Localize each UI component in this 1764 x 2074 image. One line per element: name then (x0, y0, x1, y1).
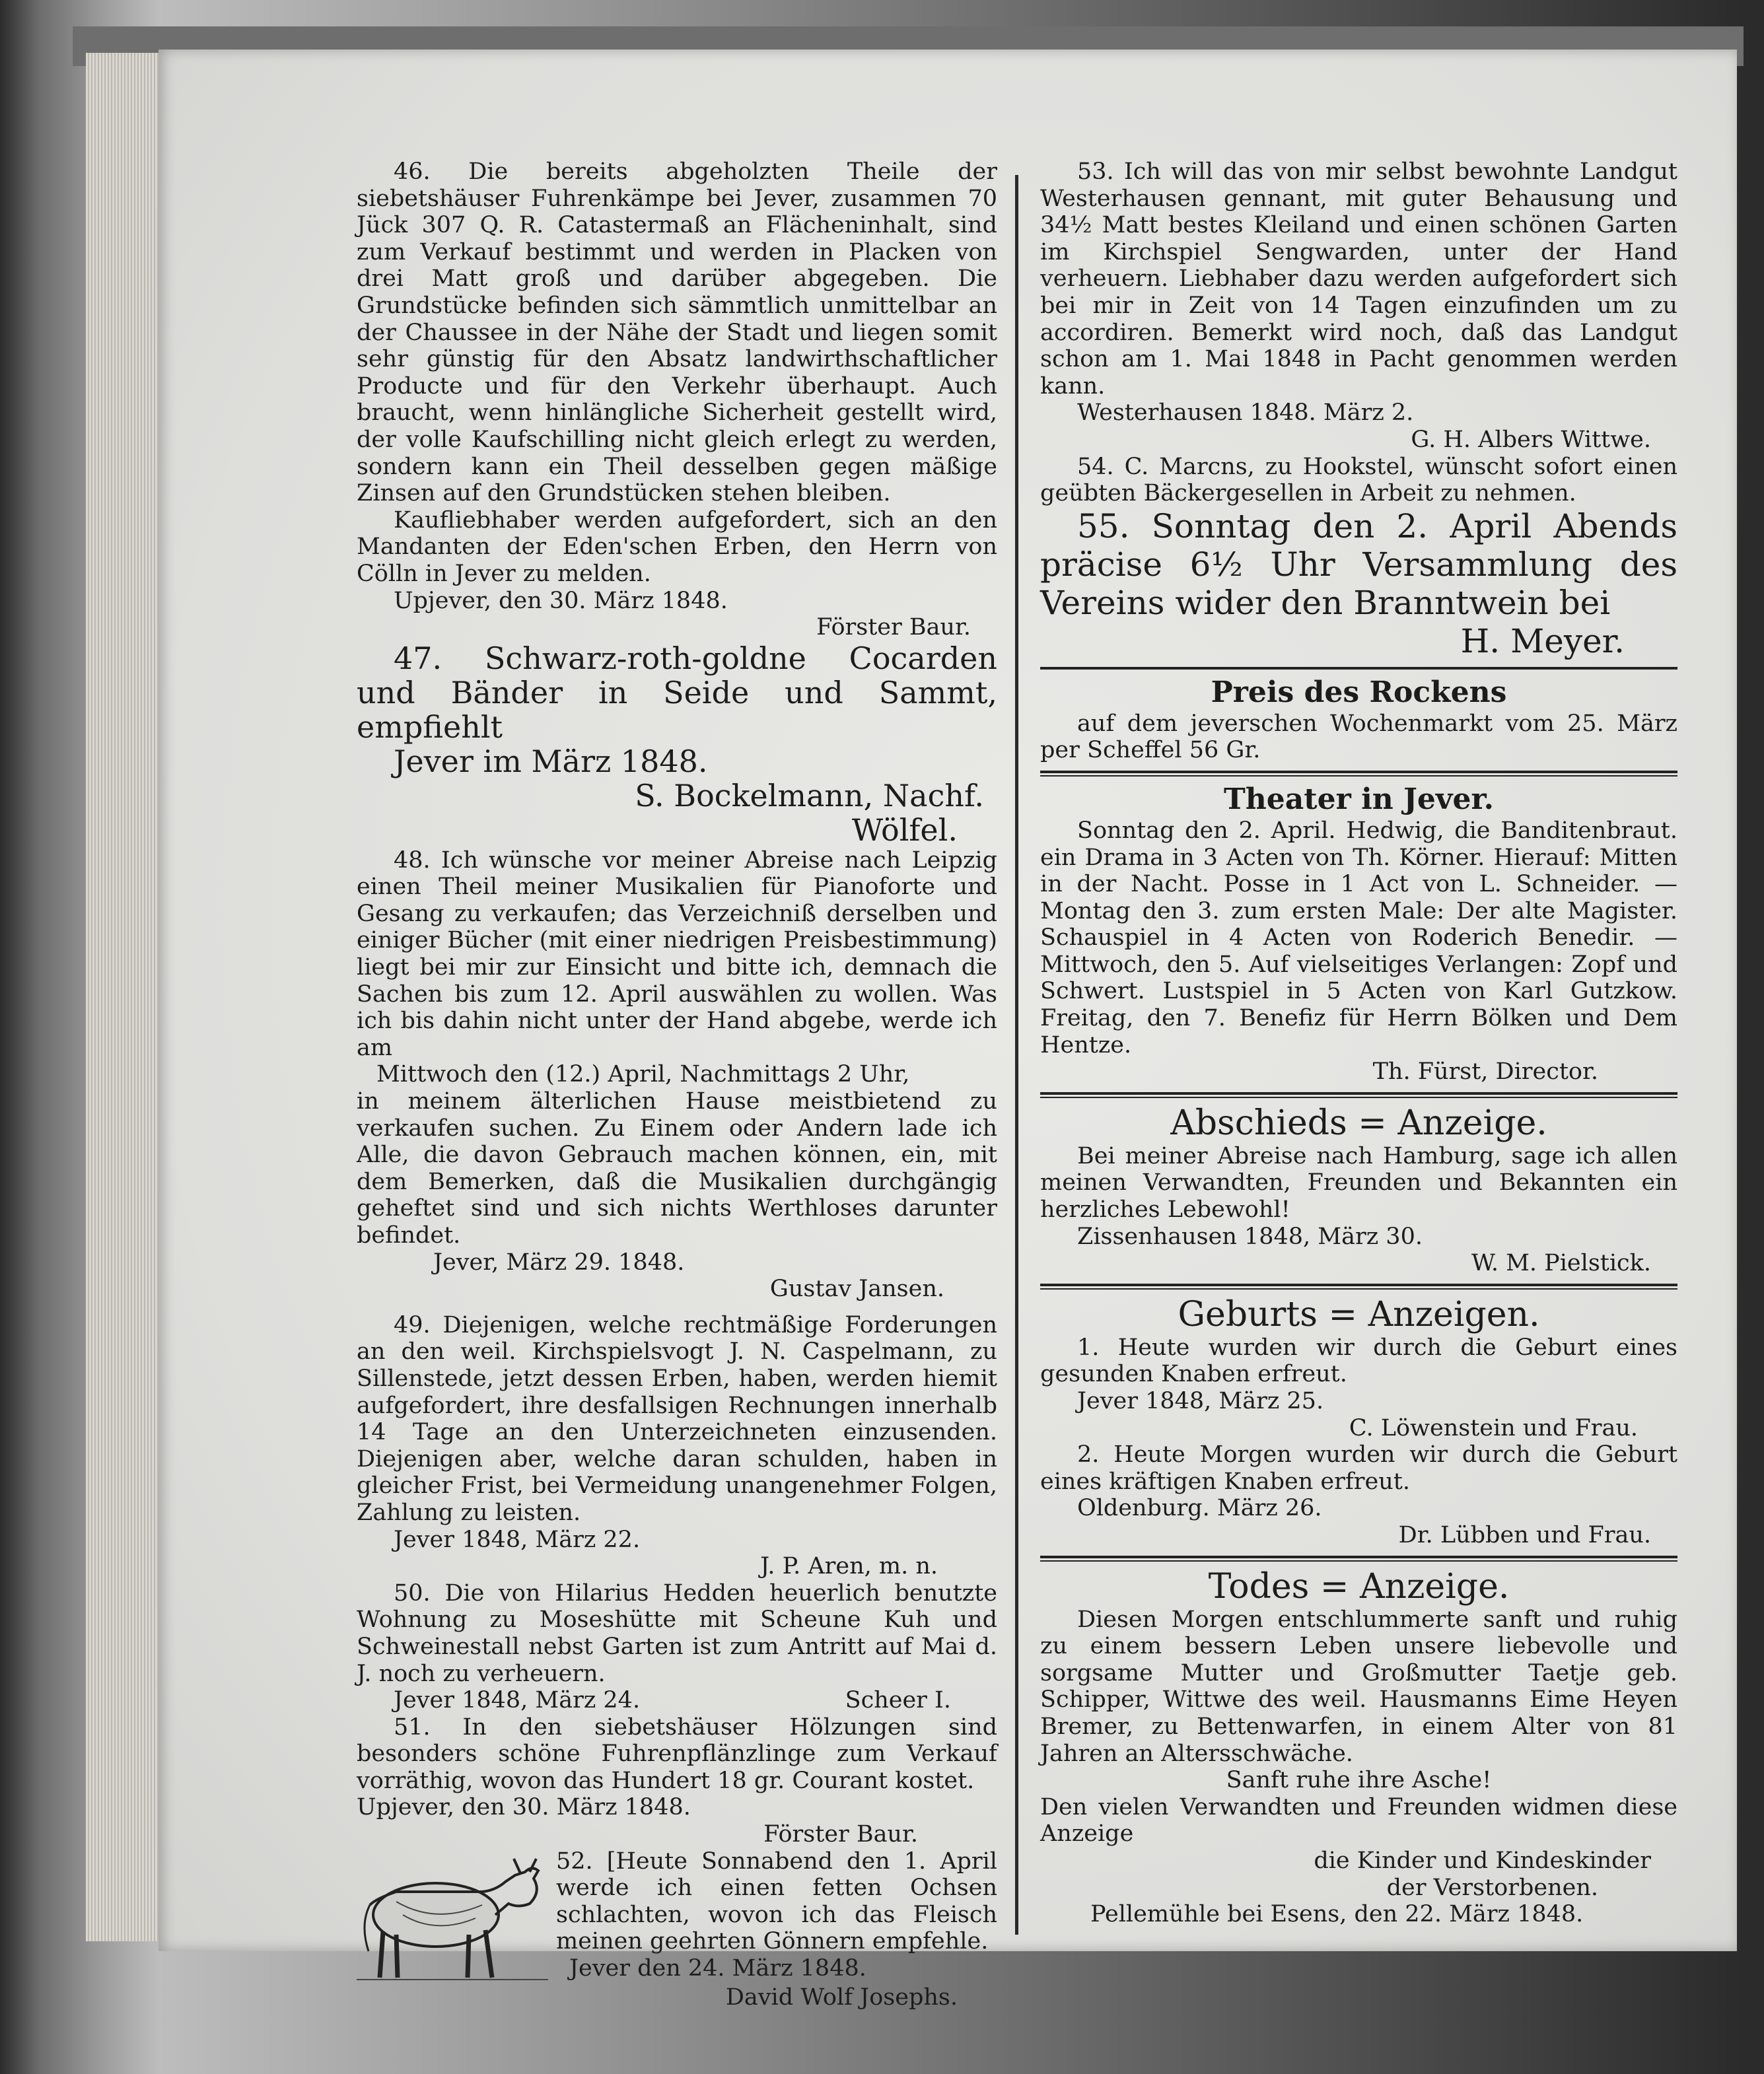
notice-51-signature: Förster Baur. (763, 1821, 918, 1848)
notice-50-footer (357, 1687, 997, 1714)
rocken-price (1040, 675, 1677, 764)
farewell-date: Zissenhausen 1848, März 30. (1077, 1223, 1423, 1250)
notice-51 (357, 1714, 997, 1848)
rule-1 (1040, 667, 1677, 670)
theater-title: Theater in Jever. (1224, 782, 1494, 816)
notice-47-line2: Jever im März 1848. (394, 743, 708, 779)
birth-text-2: 2. Heute Morgen wurden wir durch die Geburt eines kräftigen Knaben erfreut. (1040, 1441, 1677, 1495)
theater-notice (1040, 782, 1677, 1086)
birth-signature-2: Dr. Lübben und Frau. (1398, 1521, 1651, 1548)
notice-47-line1: 47. Schwarz-roth-goldne Cocarden und Bänder in Seide und Sammt, empfiehlt (357, 640, 997, 745)
birth-text-1: 1. Heute wurden wir durch die Geburt eines gesunden Knaben erfreut. (1040, 1334, 1677, 1388)
notice-46-text2: Kaufliebhaber werden aufgefordert, sich an den Mandanten der Eden'schen Erben, den Herrn von Cölln in Jever zu melden. (357, 506, 997, 587)
right-column (1040, 158, 1677, 1928)
notice-52 (357, 1848, 997, 1984)
notice-49-signature: J. P. Aren, m. n. (760, 1553, 938, 1580)
notice-46 (357, 158, 997, 641)
notice-50-date: Jever 1848, März 24. (394, 1687, 641, 1714)
ox-woodcut-icon (357, 1852, 548, 1984)
notice-53 (1040, 158, 1677, 454)
notice-55 (1040, 507, 1677, 660)
notice-48-signature: Gustav Jansen. (769, 1276, 944, 1303)
notice-51-text: 51. In den siebetshäuser Hölzungen sind besonders schöne Fuhrenpflänzlinge zum Verkauf vorräthig, wovon das Hundert 18 gr. Courant kostet. (357, 1713, 997, 1794)
notice-48-text2: in meinem älterlichen Hause meistbietend zu verkaufen suchen. Zu Einem oder Andern lade ich Alle, die davon Gebrauch machen können, ein, mit dem Bemerken, daß die Musikalien durchgängig geheftet sind und sich nichts Werthloses darunter befindet. (357, 1088, 997, 1249)
death-text: Diesen Morgen entschlummerte sanft und ruhig zu einem bessern Leben unsere liebevolle und sorgsame Mutter und Großmutter Taetje geb. Schipper, Wittwe des weil. Hausmanns Eime Heyen Bremer, zu Bettenwarfen, in einem Alter von 81 Jahren an Altersschwäche. (1040, 1606, 1677, 1767)
notice-54 (1040, 454, 1677, 507)
notice-47-signature1: S. Bockelmann, Nachf. (635, 777, 984, 813)
rocken-title: Preis des Rockens (1211, 675, 1507, 709)
farewell-notice (1040, 1103, 1677, 1277)
rule-5 (1040, 1556, 1677, 1562)
birth-signature-1: C. Löwenstein und Frau. (1349, 1414, 1638, 1441)
column-divider (1015, 175, 1018, 1935)
rule-2 (1040, 771, 1677, 777)
death-rest: Sanft ruhe ihre Asche! (1226, 1767, 1492, 1794)
birth-date-1: Jever 1848, März 25. (1077, 1388, 1324, 1414)
notice-53-text: 53. Ich will das von mir selbst bewohnte Landgut Westerhausen gennant, mit guter Behausung und 34½ Matt bestes Kleiland und einen schönen Garten im Kirchspiel Sengwarden, unter der Hand verheuern. Liebhaber dazu werden aufgefordert sich bei mir in Zeit von 14 Tagen einzufinden um zu accordiren. Bemerkt wird noch, daß das Landgut schon am 1. Mai 1848 in Pacht genommen werden kann. (1040, 158, 1677, 399)
birth-title: Geburts = Anzeigen. (1178, 1294, 1540, 1334)
notice-48-date: Jever, März 29. 1848. (433, 1249, 685, 1276)
notice-51-date: Upjever, den 30. März 1848. (357, 1794, 691, 1821)
notice-52-body (556, 1848, 997, 1982)
birth-date-2: Oldenburg. März 26. (1077, 1495, 1322, 1522)
notice-47 (357, 641, 997, 847)
notice-48-text: 48. Ich wünsche vor meiner Abreise nach Leipzig einen Theil meiner Musikalien für Pianoforte und Gesang zu verkaufen; das Verzeichniß derselben und einiger Bücher (mit einer niedrigen Preisbestimmung) liegt bei mir zur Einsicht und bitte ich, demnach die Sachen bis zum 12. April auswählen zu wollen. Was ich bis dahin nicht unter der Hand abgebe, werde ich am (357, 847, 997, 1061)
theater-signature: Th. Fürst, Director. (1372, 1058, 1598, 1086)
left-column (357, 158, 997, 2011)
notice-48 (357, 847, 997, 1303)
death-signature-1: die Kinder und Kindeskinder (1314, 1847, 1651, 1874)
notice-50 (357, 1580, 997, 1714)
notice-48-auction-line: Mittwoch den (12.) April, Nachmittags 2 Uhr, (376, 1061, 910, 1088)
notice-55-signature: H. Meyer. (1460, 621, 1625, 660)
birth-notices (1040, 1295, 1677, 1549)
notice-46-text: 46. Die bereits abgeholzten Theile der siebetshäuser Fuhrenkämpe bei Jever, zusammen 70 Jück 307 Q. R. Catastermaß an Flächeninhalt, sind zum Verkauf bestimmt und werden in Placken von drei Matt groß und darüber abgegeben. Die Grundstücke befinden sich sämmtlich unmittelbar an der Chaussee in der Nähe der Stadt und liegen somit sehr günstig für den Absatz landwirthschaftlicher Producte und für den Verkehr überhaupt. Auch braucht, wenn hinlängliche Sicherheit gestellt wird, der volle Kaufschilling nicht gleich erlegt zu werden, sondern kann ein Theil desselben gegen mäßige Zinsen auf den Grundstücken stehen bleiben. (357, 158, 997, 507)
notice-52-date: Jever den 24. März 1848. (569, 1955, 866, 1982)
notice-49-date: Jever 1848, März 22. (394, 1526, 641, 1553)
death-notice (1040, 1567, 1677, 1928)
notice-55-text: 55. Sonntag den 2. April Abends präcise 6½ Uhr Versammlung des Vereins wider den Branntwein bei (1040, 506, 1677, 622)
notice-52-signature: David Wolf Josephs. (725, 1984, 958, 2011)
death-text2: Den vielen Verwandten und Freunden widmen diese Anzeige (1040, 1793, 1677, 1848)
farewell-text: Bei meiner Abreise nach Hamburg, sage ich allen meinen Verwandten, Freunden und Bekannten ein herzliches Lebewohl! (1040, 1142, 1677, 1224)
notice-49-text: 49. Diejenigen, welche rechtmäßige Forderungen an den weil. Kirchspielsvogt J. N. Caspelmann, zu Sillenstede, jetzt dessen Erben, haben, werden hiemit aufgefordert, ihre desfallsigen Rechnungen innerhalb 14 Tage an den Unterzeichneten einzusenden. Diejenigen aber, welche daran schulden, haben in gleicher Frist, bei Vermeidung unangenehmer Folgen, Zahlung zu leisten. (357, 1311, 997, 1526)
death-date: Pellemühle bei Esens, den 22. März 1848. (1090, 1901, 1584, 1928)
rule-4 (1040, 1284, 1677, 1290)
death-signature-2: der Verstorbenen. (1386, 1874, 1598, 1901)
page-stack-edges (86, 53, 165, 1941)
notice-52-text: 52. [Heute Sonnabend den 1. April werde ich einen fetten Ochsen schlachten, wovon ich das Fleisch meinen geehrten Gönnern empfehle. (556, 1848, 997, 1955)
notice-50-signature: Scheer I. (845, 1687, 951, 1714)
farewell-signature: W. M. Pielstick. (1471, 1250, 1651, 1277)
notice-46-date: Upjever, den 30. März 1848. (394, 587, 728, 614)
notice-54-text: 54. C. Marcns, zu Hookstel, wünscht sofort einen geübten Bäckergesellen in Arbeit zu nehmen. (1040, 453, 1677, 507)
theater-text: Sonntag den 2. April. Hedwig, die Banditenbraut. ein Drama in 3 Acten von Th. Körner. Hierauf: Mitten in der Nacht. Posse in 1 Act von L. Schneider. — Montag den 3. zum ersten Male: Der alte Magister. Schauspiel in 4 Acten von Roderich Benedir. — Mittwoch, den 5. Auf vielseitiges Verlangen: Zopf und Schwert. Lustspiel in 5 Acten von Karl Gutzkow. Freitag, den 7. Benefiz für Herrn Bölken und Dem Hentze. (1040, 817, 1677, 1058)
death-title: Todes = Anzeige. (1208, 1566, 1510, 1607)
notice-47-signature2: Wölfel. (851, 812, 958, 848)
notice-53-signature: G. H. Albers Wittwe. (1411, 426, 1651, 453)
rule-3 (1040, 1092, 1677, 1098)
rocken-text: auf dem jeverschen Wochenmarkt vom 25. März per Scheffel 56 Gr. (1040, 710, 1677, 764)
notice-49 (357, 1312, 997, 1580)
notice-53-date: Westerhausen 1848. März 2. (1077, 399, 1414, 427)
notice-46-signature: Förster Baur. (816, 614, 971, 641)
farewell-title: Abschieds = Anzeige. (1170, 1103, 1547, 1143)
notice-50-text: 50. Die von Hilarius Hedden heuerlich benutzte Wohnung zu Moseshütte mit Scheune Kuh und Schweinestall nebst Garten ist zum Antritt auf Mai d. J. noch zu verheuern. (357, 1579, 997, 1687)
